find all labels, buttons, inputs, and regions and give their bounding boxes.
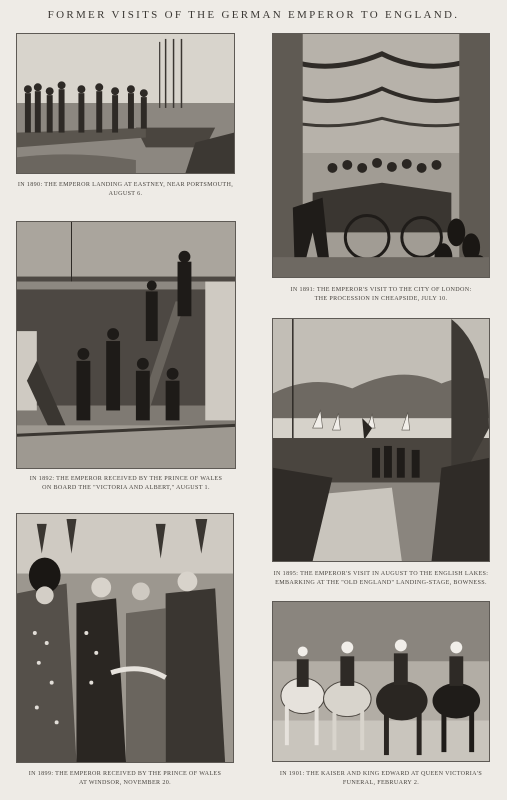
illustration-english-lakes [272, 318, 490, 562]
caption-victoria-and-albert: IN 1892: THE EMPEROR RECEIVED BY THE PRINCE OF WALES ON BOARD THE "VICTORIA AND ALBERT," AUGUST 1. [29, 476, 223, 491]
illustration-eastney-landing [16, 33, 235, 174]
illustration-windsor-reception [16, 513, 234, 763]
caption-cheapside: IN 1891: THE EMPEROR'S VISIT TO THE CITY OF LONDON: THE PROCESSION IN CHEAPSIDE, JULY 10. [290, 287, 472, 302]
illustration-victoria-and-albert [16, 221, 236, 469]
caption-english-lakes: IN 1895: THE EMPEROR'S VISIT IN AUGUST TO THE ENGLISH LAKES: EMBARKING AT THE "OLD ENGLAND" LANDING-STAGE, BOWNESS. [273, 571, 489, 586]
page-title: FORMER VISITS OF THE GERMAN EMPEROR TO ENGLAND. [47, 9, 460, 21]
illustration-cheapside-procession [272, 33, 490, 278]
caption-eastney: IN 1890: THE EMPEROR LANDING AT EASTNEY, NEAR PORTSMOUTH, AUGUST 6. [17, 182, 234, 197]
caption-windsor: IN 1899: THE EMPEROR RECEIVED BY THE PRINCE OF WALES AT WINDSOR, NOVEMBER 20. [28, 771, 222, 786]
illustration-funeral-procession [272, 601, 490, 762]
caption-funeral: IN 1901: THE KAISER AND KING EDWARD AT QUEEN VICTORIA'S FUNERAL, FEBRUARY 2. [279, 771, 483, 786]
